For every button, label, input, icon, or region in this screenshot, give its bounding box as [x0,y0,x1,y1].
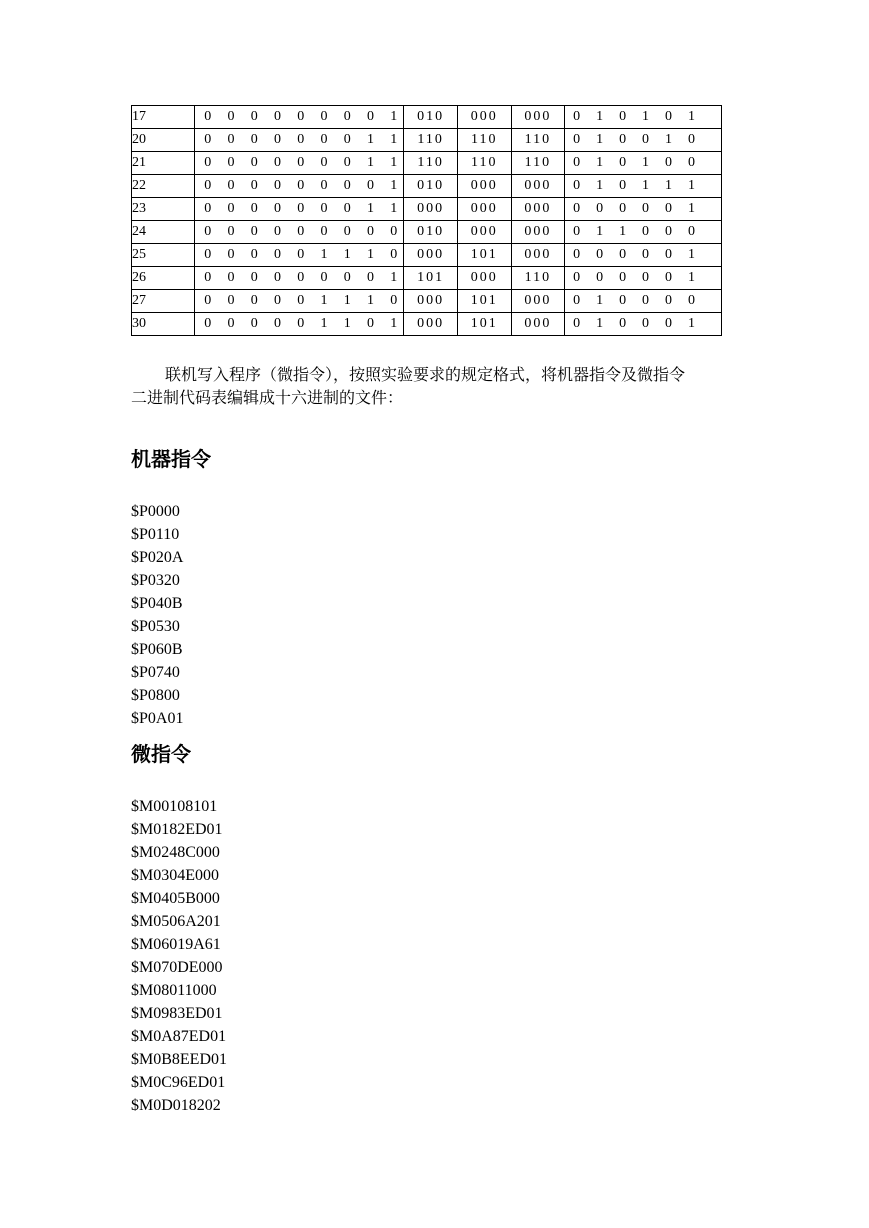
bit: 0 [274,132,282,147]
field-g2-cell: 110 [457,129,511,152]
next-address-bits [565,271,721,285]
bit: 1 [367,132,375,147]
control-bits-cell [195,267,404,290]
bit: 0 [665,293,673,308]
bit: 0 [343,132,351,147]
field-g2-cell: 101 [457,313,511,336]
table-row [132,198,722,221]
intro-paragraph [131,364,741,410]
bit: 0 [642,316,650,331]
table-row [132,313,722,336]
bit: 0 [274,109,282,124]
next-address-bits [565,248,721,262]
bit: 0 [367,316,375,331]
bit: 0 [227,132,235,147]
bit: 0 [320,178,328,193]
bit: 0 [343,109,351,124]
bit: 1 [665,178,673,193]
address-cell: 30 [132,313,195,336]
bit: 0 [596,270,604,285]
bit: 0 [573,224,581,239]
bit: 0 [274,224,282,239]
machine-instructions-heading: 机器指令 [131,447,211,471]
bit: 0 [687,224,695,239]
machine-code-item: $P0000 [131,503,180,520]
micro-code-item: $M0A87ED01 [131,1028,227,1045]
micro-code-item: $M06019A61 [131,936,221,953]
field-g1-cell: 010 [404,106,458,129]
bit: 0 [619,132,627,147]
table-row [132,129,722,152]
table-row [132,290,722,313]
address-cell: 22 [132,175,195,198]
control-bits-cell [195,129,404,152]
micro-code-item: $M0D018202 [131,1097,221,1114]
control-bits [195,133,403,147]
control-bits [195,156,403,170]
bit: 0 [227,316,235,331]
control-bits [195,317,403,331]
field-g2-cell: 110 [457,152,511,175]
field-g2-cell: 000 [457,106,511,129]
field-g1-cell: 010 [404,221,458,244]
control-bits [195,202,403,216]
table-row [132,175,722,198]
field-g3-cell: 000 [511,290,565,313]
next-address-cell [565,198,722,221]
machine-code-item: $P040B [131,595,183,612]
field-g3-cell: 110 [511,267,565,290]
bit: 0 [297,201,305,216]
bit: 0 [573,201,581,216]
next-address-cell [565,221,722,244]
field-g3-cell: 110 [511,129,565,152]
bit: 0 [619,316,627,331]
bit: 0 [687,293,695,308]
bit: 0 [687,132,695,147]
bit: 0 [320,201,328,216]
bit: 0 [274,178,282,193]
bit: 0 [642,201,650,216]
bit: 1 [320,293,328,308]
bit: 0 [665,224,673,239]
bit: 0 [619,155,627,170]
bit: 0 [250,247,258,262]
bit: 0 [250,178,258,193]
next-address-bits [565,294,721,308]
address-cell: 25 [132,244,195,267]
bit: 0 [250,224,258,239]
bit: 0 [619,293,627,308]
bit: 0 [227,155,235,170]
bit: 1 [343,316,351,331]
micro-code-item: $M0C96ED01 [131,1074,226,1091]
machine-code-item: $P0530 [131,618,180,635]
bit: 0 [687,155,695,170]
address-cell: 17 [132,106,195,129]
field-g2-cell: 101 [457,290,511,313]
address-cell: 24 [132,221,195,244]
bit: 0 [274,247,282,262]
bit: 0 [320,270,328,285]
control-bits-cell [195,244,404,267]
bit: 1 [687,201,695,216]
bit: 0 [367,270,375,285]
control-bits-cell [195,221,404,244]
address-cell: 20 [132,129,195,152]
next-address-cell [565,175,722,198]
bit: 0 [665,109,673,124]
bit: 0 [573,247,581,262]
next-address-cell [565,313,722,336]
bit: 1 [596,178,604,193]
bit: 0 [665,316,673,331]
table-row [132,244,722,267]
bit: 0 [297,224,305,239]
bit: 0 [619,270,627,285]
bit: 0 [297,155,305,170]
bit: 0 [204,201,212,216]
micro-code-item: $M0182ED01 [131,821,223,838]
micro-code-item: $M0405B000 [131,890,220,907]
bit: 1 [390,316,398,331]
next-address-bits [565,179,721,193]
micro-code-item: $M0304E000 [131,867,219,884]
bit: 0 [204,293,212,308]
field-g2-cell: 000 [457,175,511,198]
field-g2-cell: 101 [457,244,511,267]
bit: 0 [297,316,305,331]
field-g3-cell: 000 [511,175,565,198]
table-row [132,267,722,290]
bit: 1 [596,155,604,170]
next-address-bits [565,202,721,216]
bit: 0 [320,109,328,124]
control-bits-cell [195,175,404,198]
bit: 0 [227,293,235,308]
micro-code-item: $M0506A201 [131,913,221,930]
bit: 1 [642,178,650,193]
field-g3-cell: 000 [511,313,565,336]
bit: 0 [619,109,627,124]
bit: 0 [343,201,351,216]
bit: 0 [573,109,581,124]
bit: 0 [665,270,673,285]
bit: 0 [250,270,258,285]
field-g1-cell: 101 [404,267,458,290]
bit: 1 [343,247,351,262]
bit: 0 [320,132,328,147]
next-address-cell [565,267,722,290]
bit: 0 [227,178,235,193]
field-g3-cell: 110 [511,152,565,175]
bit: 0 [573,316,581,331]
machine-code-item: $P020A [131,549,184,566]
address-cell: 27 [132,290,195,313]
bit: 1 [687,247,695,262]
next-address-cell [565,290,722,313]
micro-code-list [131,795,227,1117]
micro-code-item: $M08011000 [131,982,217,999]
next-address-bits [565,110,721,124]
address-cell: 23 [132,198,195,221]
bit: 1 [390,155,398,170]
bit: 0 [573,132,581,147]
bit: 0 [343,270,351,285]
bit: 0 [343,224,351,239]
bit: 1 [596,109,604,124]
next-address-bits [565,133,721,147]
bit: 0 [274,270,282,285]
machine-code-item: $P0800 [131,687,180,704]
control-bits-cell [195,198,404,221]
bit: 0 [297,132,305,147]
bit: 0 [367,224,375,239]
next-address-bits [565,225,721,239]
bit: 0 [274,293,282,308]
control-bits [195,294,403,308]
bit: 0 [297,270,305,285]
bit: 0 [297,109,305,124]
control-bits [195,179,403,193]
bit: 0 [227,270,235,285]
bit: 0 [343,178,351,193]
field-g1-cell: 000 [404,198,458,221]
bit: 0 [250,155,258,170]
field-g1-cell: 000 [404,313,458,336]
bit: 0 [665,201,673,216]
field-g3-cell: 000 [511,221,565,244]
micro-code-item: $M00108101 [131,798,218,815]
machine-code-item: $P0320 [131,572,180,589]
bit: 0 [204,178,212,193]
bit: 0 [227,201,235,216]
bit: 0 [204,109,212,124]
bit: 1 [687,316,695,331]
microcode-table [131,105,722,336]
bit: 0 [619,201,627,216]
bit: 1 [390,132,398,147]
bit: 1 [642,155,650,170]
field-g1-cell: 110 [404,152,458,175]
machine-code-item: $P0110 [131,526,180,543]
field-g2-cell: 000 [457,267,511,290]
bit: 0 [642,224,650,239]
field-g1-cell: 000 [404,244,458,267]
control-bits [195,271,403,285]
control-bits [195,248,403,262]
field-g1-cell: 010 [404,175,458,198]
bit: 0 [204,270,212,285]
control-bits-cell [195,313,404,336]
bit: 1 [642,109,650,124]
bit: 0 [204,132,212,147]
bit: 0 [204,316,212,331]
machine-code-item: $P0A01 [131,710,184,727]
bit: 0 [642,270,650,285]
bit: 0 [320,224,328,239]
next-address-bits [565,317,721,331]
table-row [132,221,722,244]
bit: 0 [274,155,282,170]
control-bits [195,110,403,124]
bit: 0 [596,201,604,216]
bit: 1 [390,201,398,216]
control-bits-cell [195,152,404,175]
bit: 1 [687,178,695,193]
bit: 1 [320,316,328,331]
bit: 0 [642,293,650,308]
table-row [132,152,722,175]
machine-code-item: $P0740 [131,664,180,681]
micro-code-item: $M0248C000 [131,844,220,861]
field-g1-cell: 110 [404,129,458,152]
bit: 0 [204,247,212,262]
bit: 0 [573,270,581,285]
bit: 0 [665,247,673,262]
bit: 0 [274,201,282,216]
microinstructions-heading: 微指令 [131,742,191,766]
bit: 0 [343,155,351,170]
bit: 0 [619,247,627,262]
field-g3-cell: 000 [511,106,565,129]
bit: 0 [297,178,305,193]
control-bits-cell [195,106,404,129]
field-g1-cell: 000 [404,290,458,313]
machine-code-item: $P060B [131,641,183,658]
bit: 0 [204,224,212,239]
bit: 1 [367,247,375,262]
field-g3-cell: 000 [511,244,565,267]
next-address-cell [565,244,722,267]
machine-code-list [131,500,183,730]
next-address-cell [565,106,722,129]
bit: 0 [297,247,305,262]
bit: 0 [390,247,398,262]
bit: 0 [227,224,235,239]
bit: 1 [343,293,351,308]
micro-code-item: $M0B8EED01 [131,1051,227,1068]
address-cell: 26 [132,267,195,290]
bit: 0 [390,293,398,308]
bit: 1 [596,293,604,308]
bit: 1 [687,109,695,124]
field-g2-cell: 000 [457,198,511,221]
bit: 0 [390,224,398,239]
bit: 0 [642,132,650,147]
bit: 0 [573,178,581,193]
micro-code-item: $M070DE000 [131,959,223,976]
bit: 0 [367,109,375,124]
address-cell: 21 [132,152,195,175]
bit: 0 [250,293,258,308]
bit: 0 [227,109,235,124]
bit: 0 [665,155,673,170]
bit: 0 [320,155,328,170]
bit: 0 [642,247,650,262]
bit: 1 [596,224,604,239]
bit: 1 [367,293,375,308]
bit: 0 [250,201,258,216]
bit: 0 [204,155,212,170]
bit: 1 [596,132,604,147]
bit: 0 [297,293,305,308]
bit: 0 [274,316,282,331]
bit: 1 [390,109,398,124]
bit: 0 [573,293,581,308]
next-address-bits [565,156,721,170]
next-address-cell [565,129,722,152]
bit: 0 [367,178,375,193]
bit: 0 [250,132,258,147]
bit: 1 [687,270,695,285]
control-bits [195,225,403,239]
field-g2-cell: 000 [457,221,511,244]
bit: 1 [390,178,398,193]
bit: 0 [250,316,258,331]
intro-line-1: 联机写入程序（微指令），按照实验要求的规定格式，将机器指令及微指令 [165,367,686,384]
micro-code-item: $M0983ED01 [131,1005,223,1022]
table-row [132,106,722,129]
bit: 1 [596,316,604,331]
bit: 1 [367,155,375,170]
control-bits-cell [195,290,404,313]
bit: 1 [390,270,398,285]
next-address-cell [565,152,722,175]
bit: 1 [619,224,627,239]
bit: 0 [227,247,235,262]
bit: 0 [250,109,258,124]
bit: 0 [619,178,627,193]
bit: 0 [596,247,604,262]
bit: 0 [573,155,581,170]
microcode-table-body [132,106,722,336]
intro-line-2: 二进制代码表编辑成十六进制的文件： [131,390,404,407]
field-g3-cell: 000 [511,198,565,221]
bit: 1 [320,247,328,262]
bit: 1 [367,201,375,216]
bit: 1 [665,132,673,147]
